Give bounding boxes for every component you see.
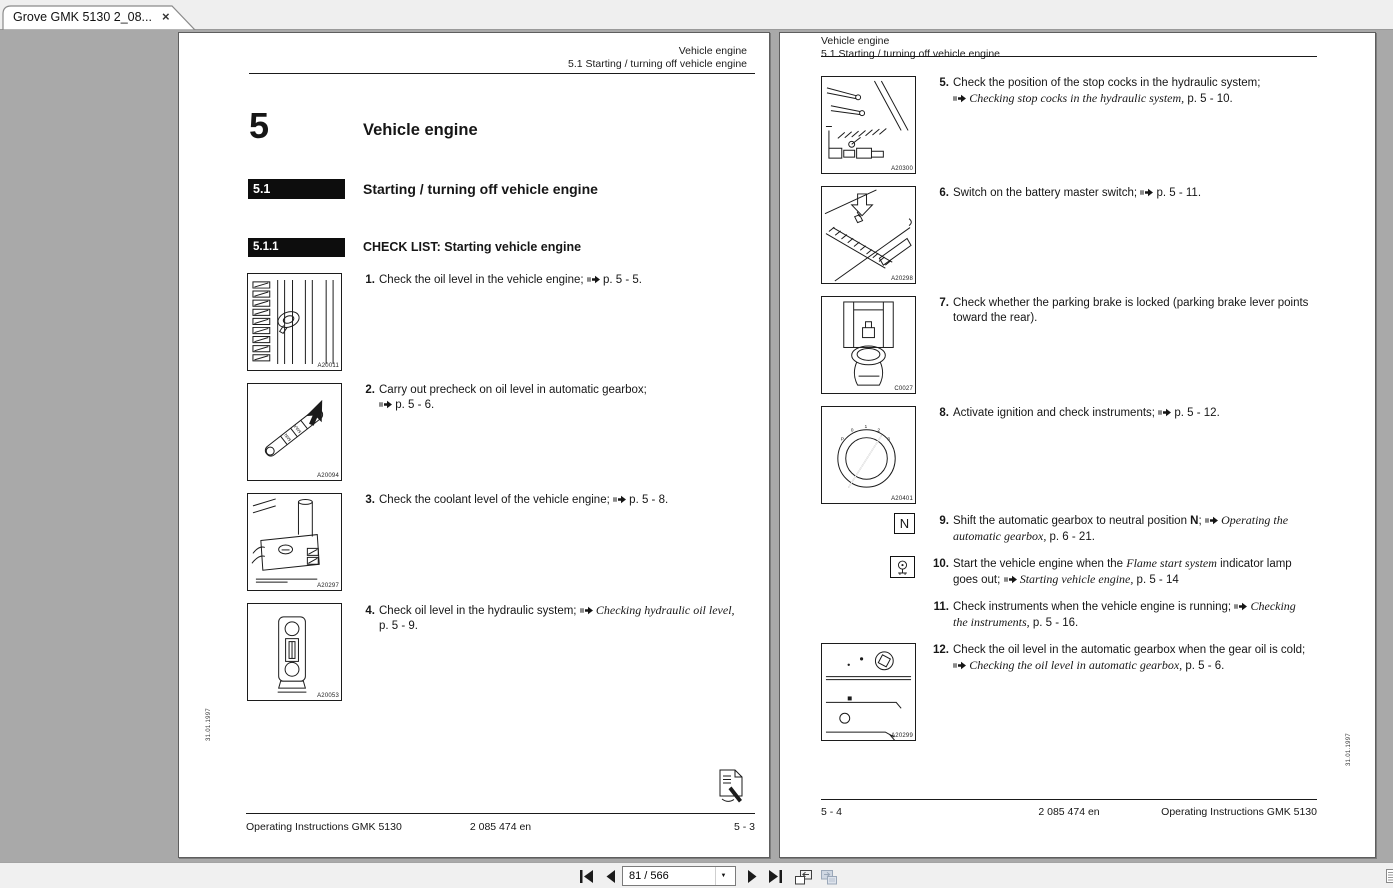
- item-text-segment: N: [1190, 515, 1199, 527]
- figure-column: [247, 603, 359, 701]
- item-text: [933, 643, 1305, 674]
- footer-center: 2 085 474 en: [469, 821, 532, 833]
- subsection-number-box: 5.1.1: [248, 238, 345, 257]
- next-page-button[interactable]: [742, 868, 762, 885]
- cross-reference-arrow-icon: [1140, 188, 1153, 197]
- figure-label: A20094: [317, 473, 339, 479]
- item-text-segment: p. 5 - 10.: [1184, 93, 1233, 105]
- last-page-icon: [767, 869, 784, 884]
- item-text-line: [939, 186, 1202, 201]
- item-text: [359, 493, 668, 508]
- header-rule: [821, 56, 1317, 57]
- item-text: [933, 599, 1296, 631]
- item-text-line: [939, 296, 1309, 311]
- item-text-line: [365, 383, 647, 398]
- svg-text:2: 2: [877, 428, 881, 434]
- cross-reference-text: Flame start system: [1126, 556, 1217, 570]
- item-text-segment: goes out;: [953, 574, 1004, 586]
- neutral-position-box: N: [894, 513, 915, 534]
- checklist-right: [821, 76, 1355, 753]
- svg-text:0: 0: [850, 428, 854, 434]
- item-text-segment: p. 5 - 6.: [392, 399, 435, 411]
- stop-cocks-figure: [821, 76, 916, 174]
- item-text-line: [953, 615, 1296, 631]
- figure-label: A20299: [891, 733, 913, 739]
- revision-date: 31.01.1997: [1346, 732, 1352, 766]
- item-text-segment: indicator lamp: [1216, 558, 1292, 570]
- item-text-line: [939, 76, 1261, 91]
- item-number: 12.: [933, 644, 949, 656]
- figure-label: A20298: [891, 276, 913, 282]
- checklist-item: [821, 599, 1355, 631]
- item-number: 9.: [939, 515, 949, 527]
- figure-column: [821, 406, 933, 504]
- svg-text:3: 3: [887, 437, 891, 443]
- figure-label: C0027: [894, 386, 913, 392]
- figure-column: [821, 76, 933, 174]
- item-text-line: [953, 91, 1260, 107]
- item-text-segment: Activate ignition and check instruments;: [953, 407, 1159, 419]
- item-text: [933, 296, 1308, 326]
- item-text-segment: Shift the automatic gearbox to neutral position: [953, 515, 1191, 527]
- item-text-segment: p. 5 - 12.: [1171, 407, 1220, 419]
- ignition-switch-icon: [822, 407, 915, 503]
- figure-label: A20401: [891, 496, 913, 502]
- item-number: 11.: [933, 601, 949, 613]
- dipstick-figure: [247, 383, 342, 481]
- checklist-item: [247, 383, 759, 481]
- checklist-item: [821, 296, 1355, 394]
- item-text-segment: Check instruments when the vehicle engine is running;: [953, 601, 1235, 613]
- page-number-input[interactable]: [623, 868, 715, 884]
- item-text-segment: Check oil level in the hydraulic system;: [379, 605, 580, 617]
- item-number: 8.: [939, 407, 949, 419]
- bottom-toolbar: [0, 862, 1393, 888]
- item-text: [359, 273, 642, 288]
- subsection-title: CHECK LIST: Starting vehicle engine: [363, 240, 582, 254]
- cross-reference-text: Operating the: [1221, 513, 1289, 527]
- page-footer: [246, 821, 755, 833]
- engine-grille-icon: [248, 274, 341, 370]
- collapsed-panel-button[interactable]: [1386, 869, 1393, 888]
- cross-reference-arrow-icon: [1234, 602, 1247, 611]
- item-text-line: [379, 398, 647, 413]
- footer-right: 5 - 3: [733, 821, 755, 833]
- item-text-segment: Carry out precheck on oil level in automatic gearbox;: [379, 384, 647, 396]
- item-number: 7.: [939, 297, 949, 309]
- item-number: 4.: [365, 605, 375, 617]
- revision-date: 31.01.1997: [206, 707, 212, 741]
- previous-view-button[interactable]: [792, 868, 814, 885]
- dipstick-icon: [248, 384, 341, 480]
- svg-text:1: 1: [864, 424, 868, 430]
- notes-icon: [719, 769, 745, 803]
- item-text-line: [365, 603, 735, 619]
- item-text-segment: toward the rear).: [953, 312, 1038, 324]
- checklist-item: [821, 513, 1355, 545]
- cross-reference-arrow-icon: [953, 661, 966, 670]
- checklist-left: [247, 273, 759, 713]
- item-text-line: [953, 529, 1288, 545]
- item-text-segment: Check the position of the stop cocks in the hydraulic system;: [953, 77, 1261, 89]
- cross-reference-arrow-icon: [580, 606, 593, 615]
- item-text: [359, 603, 735, 634]
- chevron-down-icon[interactable]: ▼: [715, 867, 731, 885]
- checklist-item: [821, 186, 1355, 284]
- footer-right: Operating Instructions GMK 5130: [1161, 806, 1317, 818]
- item-text: [933, 556, 1292, 588]
- item-text-segment: Check the oil level in the vehicle engine;: [379, 274, 587, 286]
- first-page-icon: [578, 869, 595, 884]
- item-text-segment: p. 5 - 5.: [599, 274, 642, 286]
- figure-label: A20297: [317, 583, 339, 589]
- parking-brake-figure: [821, 296, 916, 394]
- stop-cocks-icon: [822, 77, 915, 173]
- item-text-segment: p. 5 - 16.: [1029, 617, 1079, 629]
- item-text-line: [379, 619, 735, 634]
- item-text: [933, 76, 1260, 107]
- item-text-segment: p. 5 - 8.: [625, 494, 669, 506]
- item-text: [933, 406, 1220, 421]
- item-number: 3.: [365, 494, 375, 506]
- footer-rule: [246, 813, 755, 814]
- cross-reference-text: Checking: [1250, 599, 1296, 613]
- chapter-title: Vehicle engine: [363, 121, 478, 139]
- item-text-line: [953, 658, 1305, 674]
- item-text-line: [953, 572, 1292, 588]
- checklist-item: [821, 76, 1355, 174]
- item-text-segment: Check the coolant level of the vehicle engine;: [379, 494, 613, 506]
- footer-left: 5 - 4: [821, 806, 843, 818]
- checklist-item: [821, 556, 1355, 588]
- item-text-segment: Switch on the battery master switch;: [953, 187, 1141, 199]
- sight-glass-figure: [247, 603, 342, 701]
- figure-label: A20011: [317, 363, 339, 369]
- last-page-button[interactable]: [765, 868, 785, 885]
- cross-reference-arrow-icon: [379, 400, 392, 409]
- document-tab[interactable]: [2, 4, 198, 30]
- cross-reference-arrow-icon: [1158, 408, 1171, 417]
- figure-column: [247, 493, 359, 591]
- cross-reference-arrow-icon: [613, 495, 626, 504]
- item-text: [933, 513, 1288, 545]
- footer-rule: [821, 799, 1317, 800]
- cross-reference-text: automatic gearbox,: [953, 529, 1047, 543]
- page-number-combobox[interactable]: [622, 866, 736, 886]
- item-number: 6.: [939, 187, 949, 199]
- tab-bar: [0, 0, 1393, 30]
- cross-reference-text: Checking stop cocks in the hydraulic system,: [969, 91, 1185, 105]
- item-text-line: [365, 493, 669, 508]
- cross-reference-text: Starting vehicle engine,: [1019, 572, 1134, 586]
- header-rule: [249, 73, 755, 74]
- gearbox-top-icon: [822, 644, 915, 740]
- cross-reference-arrow-icon: [1004, 575, 1017, 584]
- battery-master-switch-icon: [822, 187, 915, 283]
- item-text-segment: Check whether the parking brake is locked (parking brake lever points: [953, 297, 1309, 309]
- item-text-line: [365, 273, 642, 288]
- figure-column: [821, 643, 933, 741]
- document-area: [0, 30, 1393, 862]
- section-title: Starting / turning off vehicle engine: [363, 181, 598, 197]
- item-text: [933, 186, 1201, 201]
- figure-label: A20300: [891, 166, 913, 172]
- sight-glass-icon: [248, 604, 341, 700]
- flame-start-indicator-icon: [891, 557, 914, 577]
- item-number: 10.: [933, 558, 949, 570]
- item-number: 2.: [365, 384, 375, 396]
- figure-column: [821, 513, 933, 534]
- cross-reference-arrow-icon: [587, 275, 600, 284]
- coolant-tank-figure: [247, 493, 342, 591]
- figure-label: A20053: [317, 693, 339, 699]
- document-lines-icon: [1386, 869, 1393, 883]
- header-line-2: 5.1 Starting / turning off vehicle engine: [821, 47, 1001, 60]
- checklist-item: [821, 406, 1355, 504]
- previous-view-icon: [793, 868, 813, 886]
- chapter-number: 5: [249, 105, 271, 146]
- item-text-segment: Start the vehicle engine when the: [953, 558, 1127, 570]
- checklist-item: [247, 603, 759, 701]
- item-text-line: [933, 643, 1306, 658]
- figure-column: [821, 556, 933, 578]
- left-page: [178, 32, 770, 858]
- figure-column: [247, 273, 359, 371]
- header-line-1: Vehicle engine: [678, 45, 747, 57]
- previous-page-icon: [604, 869, 617, 884]
- item-text-segment: p. 5 - 14: [1133, 574, 1179, 586]
- next-page-icon: [746, 869, 759, 884]
- item-text-segment: Check the oil level in the automatic gearbox when the gear oil is cold;: [953, 644, 1306, 656]
- item-text-line: [933, 556, 1292, 572]
- footer-center: 2 085 474 en: [1038, 806, 1100, 818]
- tab-title: Grove GMK 5130 2_08...: [13, 10, 152, 24]
- section-number-box: 5.1: [248, 179, 345, 199]
- checklist-item: [247, 493, 759, 591]
- coolant-tank-icon: [248, 494, 341, 590]
- item-number: 5.: [939, 77, 949, 89]
- cross-reference-text: Checking hydraulic oil level,: [595, 603, 735, 617]
- cross-reference-arrow-icon: [953, 94, 966, 103]
- figure-column: [247, 383, 359, 481]
- item-text-segment: p. 5 - 9.: [379, 620, 418, 632]
- header-line-1: Vehicle engine: [821, 35, 890, 47]
- item-text-segment: p. 5 - 6.: [1182, 660, 1225, 672]
- figure-column: [821, 186, 933, 284]
- svg-text:P: P: [840, 437, 845, 443]
- item-text-line: [939, 513, 1289, 529]
- ignition-switch-figure: [821, 406, 916, 504]
- svg-text:MIN: MIN: [283, 432, 293, 443]
- item-text-line: [933, 599, 1296, 615]
- page-footer: [821, 806, 1317, 818]
- right-page: [779, 32, 1376, 858]
- close-icon[interactable]: ×: [162, 9, 170, 24]
- gearbox-top-figure: [821, 643, 916, 741]
- header-line-2: 5.1 Starting / turning off vehicle engine: [567, 57, 747, 70]
- item-text-segment: p. 6 - 21.: [1046, 531, 1095, 543]
- item-text: [359, 383, 647, 413]
- item-text-line: [953, 311, 1308, 326]
- cross-reference-arrow-icon: [1205, 516, 1218, 525]
- item-text-line: [939, 406, 1220, 421]
- item-text-segment: p. 5 - 11.: [1153, 187, 1202, 199]
- battery-master-switch-figure: [821, 186, 916, 284]
- page-header: [568, 45, 747, 70]
- engine-grille-figure: [247, 273, 342, 371]
- next-view-button[interactable]: [818, 868, 840, 885]
- cross-reference-text: Checking the oil level in automatic gearbox,: [969, 658, 1183, 672]
- parking-brake-icon: [822, 297, 915, 393]
- next-view-icon: [819, 868, 839, 886]
- footer-left: Operating Instructions GMK 5130: [246, 821, 402, 833]
- svg-text:MAX: MAX: [292, 423, 303, 435]
- item-number: 1.: [365, 274, 375, 286]
- first-page-button[interactable]: [576, 868, 596, 885]
- previous-page-button[interactable]: [600, 868, 620, 885]
- checklist-item: [247, 273, 759, 371]
- item-text-segment: ;: [1198, 515, 1205, 527]
- flame-start-indicator-box: [890, 556, 915, 578]
- figure-column: [821, 296, 933, 394]
- cross-reference-text: the instruments,: [953, 615, 1030, 629]
- checklist-item: [821, 643, 1355, 741]
